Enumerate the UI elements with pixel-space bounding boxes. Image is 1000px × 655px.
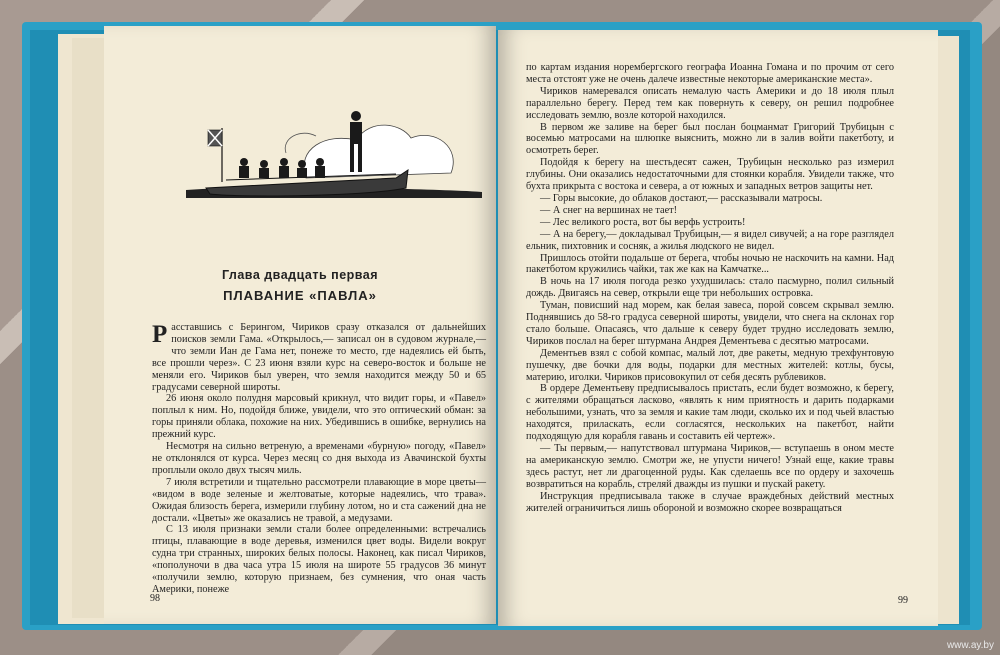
paragraph: Несмотря на сильно ветреную, а временами «бурную» погоду, «Павел» не отклонялся от курса. Через месяц со дня выхода из Авачинской бухты проплыли около двух тысяч миль. — [152, 441, 486, 476]
chapter-illustration — [186, 78, 482, 228]
chapter-title: ПЛАВАНИЕ «ПАВЛА» — [223, 288, 377, 303]
paragraph: — А на берегу,— докладывал Трубицын,— я видел сивучей; а на горе разглядел ельник, пихтовник и сосняк, а жилья людского не видел. — [526, 228, 894, 252]
right-page — [498, 30, 938, 626]
paragraph: С 13 июля признаки земли стали более определенными: встречались птицы, плавающие в воде деревья, изменился цвет воды. Видели вокруг судна три странных, широких белых полосы. Наконец, как писал Чириков, «пополуночи в два часа утра 15 июля на широте 55 градусов 36 минут «получили землю, которую признаем, без сумнения, что оная часть Америки, понеже — [152, 524, 486, 595]
paragraph: 7 июля встретили и тщательно рассмотрели плавающие в море цветы— «видом в воде зеленые и желтоватые, которые надеялись, что трава». Ожидая близость берега, измерили глубину лотом, но и ста сажений дна не достали. «Цветы» же оказались не травой, а медузами. — [152, 476, 486, 524]
paragraph: Инструкция предписывала также в случае враждебных действий местных жителей ограничиться лишь обороной и возможно скорее возвращаться — [526, 490, 894, 514]
cloud-shape — [304, 125, 453, 178]
paragraph: — Горы высокие, до облаков достают,— рассказывали матросы. — [540, 192, 823, 204]
paragraph: — Лес великого роста, вот бы верфь устроить! — [540, 216, 746, 228]
paragraph: В ордере Дементьеву предписывалось пристать, если будет возможно, к берегу, с жителями обращаться ласково, «являть к ним приятность и дарить подарками небольшими, узнать, что за земля и какие там люди, сколько их и под чьей властью находятся, приласкать, если согласятся, нескольких на пакетбот, найти подходящую для корабля гавань и составить ей чертеж». — [526, 383, 894, 443]
paragraph: — А снег на вершинах не тает! — [540, 204, 678, 216]
paragraph: — Ты первым,— напутствовал штурмана Чириков,— вступаешь в оном месте на американскую землю. Смотри же, не упусти ничего! Узнай еще, какие травы здесь растут, нет ли драгоценной руды. Как сделаешь все по ордеру и захочешь возвратиться на корабль, стреляй дважды из пушки и пускай ракету. — [526, 443, 894, 490]
left-body-text — [152, 322, 486, 596]
paragraph: Подойдя к берегу на шестьдесят сажен, Трубицын несколько раз измерил глубины. Они оказались недостаточными для стоянки корабля. Увидели также, что бухта прикрыта с востока и севера, а от южных и западных ветров защиты нет. — [526, 157, 894, 193]
paragraph: по картам издания норембергского географа Иоанна Гомана и по прочим от сего места отстоят уже не очень далече известные некоторые американские места». — [526, 62, 894, 85]
drop-cap: Р — [152, 321, 168, 348]
paragraph: Дементьев взял с собой компас, малый лот, две ракеты, медную трехфунтовую пушечку, две бочки для воды, подарки для местных жителей: котлы, бусы, материю, иголки. Чириков присовокупил от себя десять рублевиков. — [526, 347, 894, 383]
paragraph: В ночь на 17 июля погода резко ухудшилась: стало пасмурно, полил сильный дождь. Двигаясь на север, открыли еще три небольших островка. — [526, 276, 894, 300]
page-number-right: 99 — [898, 595, 908, 606]
paragraph: В первом же заливе на берег был послан боцманмат Григорий Трубицын с восемью матросами на шлюпке выяснить, можно ли в залив войти пакетботу, и осмотреть берег. — [526, 121, 894, 157]
left-page — [104, 26, 496, 624]
chapter-number: Глава двадцать первая — [221, 268, 379, 282]
watermark: www.ay.by — [946, 640, 994, 651]
paragraph-text: асставшись с Берингом, Чириков сразу отказался от дальнейших поисков земли Гама. «Открылось,— записал он в судовом журнале,— что земли Иан де Гама нет, понеже то место, где надеялись ей быть, все прошли через». С 23 июня взяли курс на северо-восток и больше не меняли его. Чириков был уверен, что земля находится между 50 и 65 градусами северной широты. — [152, 322, 486, 393]
page-stack-right — [936, 36, 959, 624]
paragraph: 26 июня около полудня марсовый крикнул, что видит горы, и «Павел» поплыл к ним. Но, подойдя ближе, увидели, что это оптический обман: за горы приняли облака, похожие на них. Убедившись в ошибке, вернулись на прежний курс. — [152, 393, 486, 441]
paragraph: Пришлось отойти подальше от берега, чтобы ночью не наскочить на камни. Над пакетботом кружились чайки, так же как на Камчатке... — [526, 252, 894, 276]
paragraph — [152, 322, 486, 393]
right-body-text — [526, 62, 894, 514]
page-number-left: 98 — [150, 593, 160, 604]
paragraph: Чириков намеревался описать немалую часть Америки и до 18 июля плыл параллельно берегу. Перед тем как повернуть к северу, он решил подробнее исследовать землю, возле которой находился. — [526, 85, 894, 121]
paragraph: Туман, повисший над морем, как белая завеса, порой совсем скрывал землю. Поднявшись до 58-го градуса северной широты, увидели, что снега на склонах гор стало больше. Опасаясь, что дальше к северу будет трудно исследовать землю, Чириков послал на берег штурмана Андрея Дементьева с десятью матросами. — [526, 300, 894, 347]
